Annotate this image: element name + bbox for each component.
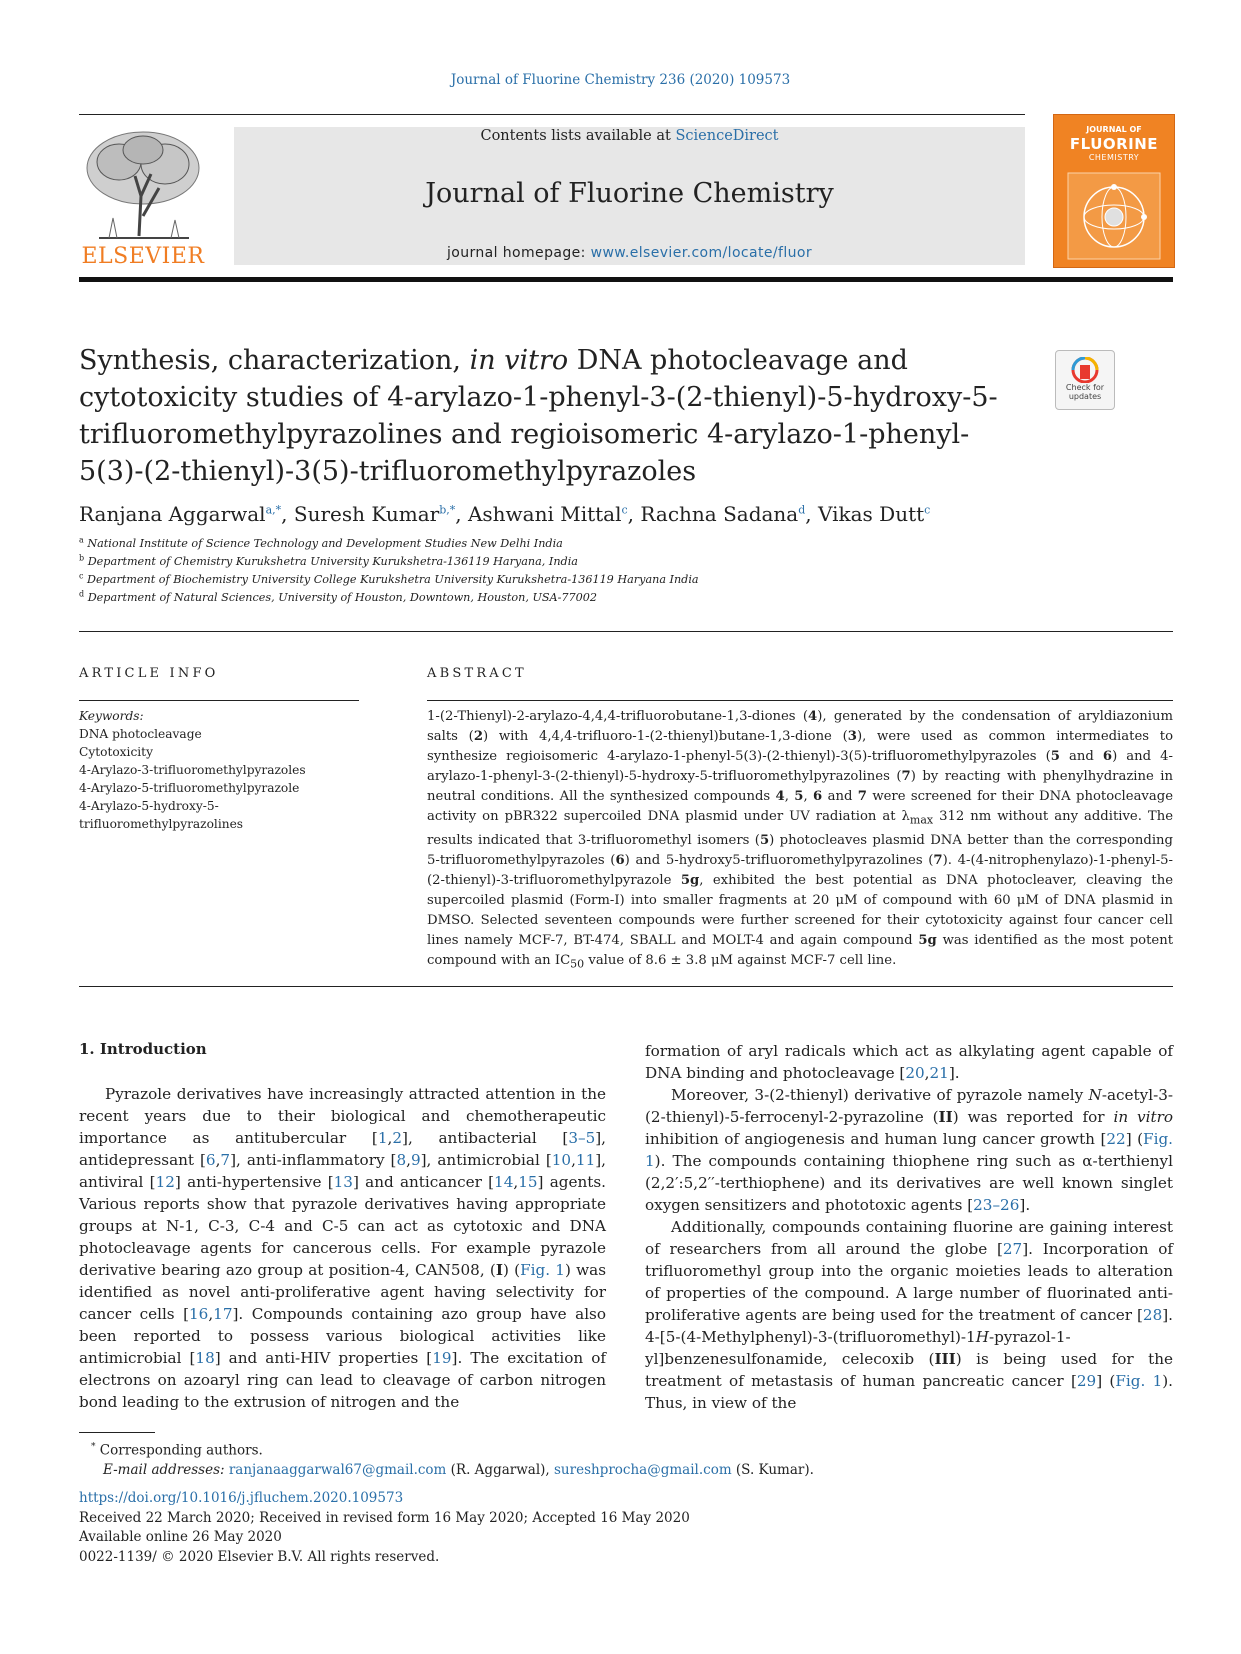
text: formation of aryl radicals which act as alkylating agent capable of DNA binding and photocleavage [	[645, 1042, 1173, 1082]
ref-link[interactable]: 1	[377, 1129, 388, 1147]
affiliation-mark: b	[79, 553, 85, 563]
journal-cover-thumbnail[interactable]	[1053, 114, 1175, 268]
abstract-segment: 312 nm without any additive. The results indicated that 3-trifluoromethyl isomers (	[427, 809, 1173, 848]
compound-label: I	[495, 1261, 503, 1279]
email-owner: (R. Aggarwal),	[446, 1462, 554, 1478]
keyword-item: DNA photocleavage	[79, 727, 202, 741]
section-heading-introduction: 1. Introduction	[79, 1040, 207, 1058]
subscript: max	[909, 813, 934, 827]
author-name[interactable]: Vikas Dutt	[818, 502, 925, 526]
check-updates-line2: updates	[1068, 392, 1102, 401]
compound-number: 6	[1102, 749, 1113, 764]
text: ) is being used for the treatment of metastasis of human pancreatic cancer [	[645, 1350, 1173, 1390]
author-separator: ,	[281, 502, 294, 526]
abstract-segment: value of 8.6 ± 3.8 μM against MCF-7 cell line.	[584, 952, 897, 968]
affiliation-rule	[79, 631, 1173, 632]
ref-link[interactable]: 7	[220, 1151, 231, 1169]
affiliation-mark: c	[79, 571, 84, 581]
compound-number: 5g	[918, 932, 937, 948]
received-dates: Received 22 March 2020; Received in revised form 16 May 2020; Accepted 16 May 2020	[79, 1509, 690, 1526]
text: Moreover, 3-(2-thienyl) derivative of pyrazole namely	[671, 1086, 1089, 1104]
text: ,	[208, 1305, 214, 1323]
text: ] and anti-HIV properties [	[214, 1349, 433, 1367]
check-updates-line1: Check for	[1065, 383, 1105, 392]
affiliation-b	[79, 555, 1079, 568]
author-affiliation-mark[interactable]: c	[924, 503, 931, 517]
affiliation-a	[79, 537, 1079, 550]
text: ] (	[1096, 1372, 1116, 1390]
compound-number: 6	[615, 852, 625, 868]
text: ] (	[1125, 1130, 1144, 1148]
affiliation-c	[79, 573, 1079, 586]
compound-number: 2	[473, 729, 484, 744]
compound-number: 6	[813, 789, 823, 804]
ref-link[interactable]: 9	[410, 1151, 421, 1169]
text: ,	[513, 1173, 519, 1191]
compound-number: 7	[857, 789, 867, 804]
ref-link[interactable]: 8	[396, 1151, 407, 1169]
ref-link[interactable]: 17	[213, 1305, 233, 1323]
abstract-rule	[427, 700, 1173, 701]
author-name[interactable]: Suresh Kumar	[293, 502, 440, 526]
text: -pyrazol-1-yl]benzenesulfonamide, celecoxib (	[645, 1328, 1071, 1368]
homepage-prefix: journal homepage:	[446, 245, 591, 261]
abstract-segment: were screened for their DNA photocleavage activity on pBR322 supercoiled DNA plasmid under UV radiation at λ	[427, 789, 1173, 824]
text: ,	[215, 1151, 221, 1169]
abstract-segment: ) with 4,4,4-trifluoro-1-(2-thienyl)butane-1,3-dione (	[483, 729, 848, 744]
running-head[interactable]: Journal of Fluorine Chemistry 236 (2020) 109573	[450, 72, 791, 88]
text: ,	[406, 1151, 411, 1169]
abstract-segment: ) and 5-hydroxy5-trifluoromethylpyrazolines (	[624, 852, 934, 868]
doi-link[interactable]: https://doi.org/10.1016/j.jfluchem.2020.109573	[79, 1490, 404, 1506]
text: Additionally, compounds containing fluorine are gaining interest of researchers from all around the globe [	[645, 1218, 1173, 1258]
ref-link[interactable]: 22	[1106, 1130, 1126, 1148]
author-affiliation-mark[interactable]: b,	[439, 503, 450, 517]
corresponding-star-icon[interactable]: *	[449, 503, 456, 517]
paragraph	[79, 1083, 606, 1413]
ref-link[interactable]: 21	[929, 1064, 949, 1082]
abstract-segment: ), generated by the condensation of aryldiazonium salts (	[427, 709, 1173, 744]
ref-link[interactable]: 2	[392, 1129, 403, 1147]
ref-link[interactable]: 28	[1142, 1306, 1163, 1324]
text: ] anti-hypertensive [	[174, 1173, 334, 1191]
text: inhibition of angiogenesis and human lung cancer growth [	[645, 1130, 1107, 1148]
ref-link[interactable]: 6	[205, 1151, 216, 1169]
keyword-item: 4-Arylazo-5-hydroxy-5-	[79, 799, 219, 813]
email-note	[79, 1461, 1173, 1481]
ref-link[interactable]: 19	[432, 1349, 452, 1367]
email-label: E-mail addresses:	[103, 1462, 225, 1478]
text: ,	[571, 1151, 576, 1169]
email-link-aggarwal[interactable]: ranjanaaggarwal67@gmail.com	[228, 1462, 447, 1478]
affiliation-mark: a	[79, 535, 84, 545]
top-rule	[79, 114, 1025, 115]
paragraph	[645, 1216, 1173, 1414]
affiliation-text: Department of Biochemistry University College Kurukshetra University Kurukshetra-136119 Haryana India	[87, 573, 699, 586]
compound-number: 3	[847, 729, 857, 744]
sciencedirect-link[interactable]: ScienceDirect	[675, 128, 779, 144]
publisher-name: ELSEVIER	[81, 244, 205, 269]
text: ].	[1019, 1196, 1031, 1214]
author-name[interactable]: Ranjana Aggarwal	[79, 502, 266, 526]
abstract-segment: ), were used as common intermediates to synthesize regioisomeric 4-arylazo-1-phenyl-5(3)-(2-thienyl)-3(5)-trifluoromethylpyrazoles (	[427, 729, 1174, 764]
footnotes	[79, 1438, 1173, 1481]
affiliation-text: National Institute of Science Technology and Development Studies New Delhi India	[87, 537, 563, 550]
email-owner: (S. Kumar).	[731, 1462, 814, 1478]
italic-text: in vitro	[1113, 1108, 1173, 1126]
article-info-heading: ARTICLE INFO	[79, 666, 219, 681]
star-mark: *	[91, 1442, 96, 1452]
abstract-text	[427, 707, 1173, 974]
contents-line	[234, 128, 1025, 144]
keywords-label: Keywords:	[79, 709, 144, 723]
author-name[interactable]: Ashwani Mittal	[467, 502, 622, 526]
journal-name: Journal of Fluorine Chemistry	[425, 178, 834, 209]
paragraph	[645, 1084, 1173, 1216]
intro-right-column	[645, 1040, 1173, 1414]
footnote-rule	[79, 1432, 155, 1433]
author-affiliation-mark[interactable]: c	[621, 503, 628, 517]
text: ,	[924, 1064, 930, 1082]
ref-link[interactable]: 13	[333, 1173, 353, 1191]
text: ] agents. Various reports show that pyrazole derivatives having appropriate groups at N-1, C-3, C-4 and C-5 can act as cytotoxic and DNA photocleavage agents for cancerous cells. For example pyrazole derivative bearing azo group at position-4, CAN508, (	[79, 1173, 606, 1279]
figure-link[interactable]: Fig. 1	[645, 1130, 1173, 1170]
text: ]. 4-[5-(4-Methylphenyl)-3-(trifluoromethyl)-1	[645, 1306, 1173, 1346]
compound-label: II	[938, 1108, 953, 1126]
abstract-segment: ) by reacting with phenylhydrazine in neutral conditions. All the synthesized compounds	[427, 769, 1174, 804]
author-affiliation-mark[interactable]: a,	[265, 503, 276, 517]
abstract-segment: ) photocleaves plasmid DNA better than the corresponding 5-trifluoromethylpyrazoles (	[427, 832, 1173, 868]
text: ]. Incorporation of trifluoromethyl group into the organic moieties leads to alteration of properties of the compound. A large number of fluorinated anti-proliferative agents are being used for the treatment of cancer [	[645, 1240, 1173, 1324]
cover-line2: FLUORINE	[1069, 135, 1159, 153]
text: ], anti-inflammatory [	[230, 1151, 397, 1169]
text: ) was reported for	[952, 1108, 1114, 1126]
ref-link[interactable]: 10	[551, 1151, 572, 1169]
figure-link[interactable]: Fig. 1	[520, 1261, 565, 1279]
affiliation-text: Department of Chemistry Kurukshetra University Kurukshetra-136119 Haryana, India	[87, 555, 578, 568]
article-title	[79, 342, 1019, 490]
ref-link[interactable]: 29	[1076, 1372, 1097, 1390]
compound-number: 7	[901, 769, 911, 784]
figure-link[interactable]: Fig. 1	[1115, 1372, 1163, 1390]
text: ]. Compounds containing azo group have also been reported to possess various biological activities like antimicrobial [	[79, 1305, 606, 1367]
abstract-segment: , exhibited the best potential as DNA photocleaver, cleaving the supercoiled plasmid (Form-I) into smaller fragments at 20 μM of compound with 60 μM of DNA plasmid in DMSO. Selected seventeen compounds were further screened for their cytotoxicity against four cancer cell lines namely MCF-7, BT-474, SBALL and MOLT-4 and again compound	[427, 872, 1174, 948]
text: ) (	[502, 1261, 521, 1279]
abstract-segment: and	[822, 789, 858, 804]
abstract-segment: 1-(2-Thienyl)-2-arylazo-4,4,4-trifluorobutane-1,3-diones (	[427, 709, 809, 724]
abstract-segment: ). 4-(4-nitrophenylazo)-1-phenyl-5-(2-thienyl)-3-trifluoromethylpyrazole	[427, 852, 1173, 888]
intro-left-column	[79, 1083, 606, 1413]
abstract-end-rule	[79, 986, 1173, 987]
author-name[interactable]: Rachna Sadana	[640, 502, 799, 526]
email-link-kumar[interactable]: sureshprocha@gmail.com	[554, 1462, 732, 1478]
keyword-item: trifluoromethylpyrazolines	[79, 817, 244, 831]
compound-number: 5g	[680, 872, 700, 888]
text: ], antibacterial [	[402, 1129, 569, 1147]
ref-link[interactable]: 18	[195, 1349, 215, 1367]
affiliation-mark: d	[79, 589, 85, 599]
check-updates-icon	[1070, 357, 1100, 383]
compound-number: 5	[1050, 749, 1060, 764]
homepage-link[interactable]: www.elsevier.com/locate/fluor	[590, 245, 813, 261]
ref-link[interactable]: 3–5	[568, 1129, 596, 1147]
abstract-segment: was identified as the most potent compound with an IC	[427, 932, 1173, 968]
abstract-segment: ,	[803, 789, 814, 804]
contents-prefix: Contents lists available at	[480, 128, 676, 144]
title-italic: in vitro	[469, 345, 569, 376]
corresponding-note	[79, 1438, 1173, 1461]
homepage-line	[234, 245, 1025, 261]
ref-link[interactable]: 12	[155, 1173, 175, 1191]
check-updates-label	[1056, 383, 1114, 401]
article-info-rule	[79, 700, 359, 701]
compound-number: 4	[808, 709, 818, 724]
text: ].	[948, 1064, 960, 1082]
keyword-item: 4-Arylazo-3-trifluoromethylpyrazoles	[79, 763, 306, 777]
ref-link[interactable]: 15	[518, 1173, 538, 1191]
author-separator: ,	[805, 502, 818, 526]
text: ] and anticancer [	[352, 1173, 495, 1191]
affiliation-text: Department of Natural Sciences, University of Houston, Downtown, Houston, USA-77002	[87, 591, 598, 604]
paragraph	[645, 1040, 1173, 1084]
keyword-item: 4-Arylazo-5-trifluoromethylpyrazole	[79, 781, 300, 795]
header-thick-rule	[79, 277, 1173, 282]
abstract-heading: ABSTRACT	[427, 666, 527, 681]
ref-link[interactable]: 11	[575, 1151, 596, 1169]
text: ], antiviral [	[79, 1151, 606, 1191]
subscript: 50	[570, 957, 585, 971]
keyword-item: Cytotoxicity	[79, 745, 153, 759]
abstract-segment: ) and 4-arylazo-1-phenyl-3-(2-thienyl)-5-hydroxy-5-trifluoromethylpyrazolines (	[427, 749, 1173, 784]
corresponding-text: Corresponding authors.	[95, 1442, 263, 1459]
ref-link[interactable]: 14	[494, 1173, 514, 1191]
author-list	[79, 502, 1173, 526]
abstract-segment: ,	[784, 789, 795, 804]
title-part1: Synthesis, characterization,	[79, 345, 470, 376]
text: ) was identified as novel anti-proliferative agent having selectivity for cancer cells [	[79, 1261, 606, 1323]
compound-number: 5	[759, 832, 770, 848]
text: ]. The excitation of electrons on azoaryl ring can lead to cleavage of carbon nitrogen bond leading to the extrusion of nitrogen and the	[79, 1349, 606, 1411]
keywords-block	[79, 707, 369, 833]
compound-label: III	[934, 1350, 956, 1368]
cover-line1: JOURNAL OF	[1086, 125, 1142, 134]
check-for-updates-button[interactable]	[1055, 350, 1115, 410]
title-part2: DNA photocleavage and cytotoxicity studies of 4-arylazo-1-phenyl-3-(2-thienyl)-5-hydroxy-5-trifluoromethylpyrazolines and regioisomeric 4-arylazo-1-phenyl-5(3)-(2-thienyl)-3(5)-trifluoromethylpyrazoles	[79, 345, 998, 487]
text: ], antimicrobial [	[420, 1151, 552, 1169]
text: -acetyl-3-(2-thienyl)-5-ferrocenyl-2-pyrazoline (	[645, 1086, 1173, 1126]
author-separator: ,	[455, 502, 468, 526]
ref-link[interactable]: 23–26	[973, 1196, 1020, 1214]
compound-number: 7	[933, 852, 943, 868]
available-online: Available online 26 May 2020	[79, 1529, 282, 1545]
text: ). Thus, in view of the	[645, 1372, 1173, 1412]
text: ). The compounds containing thiophene ring such as α-terthienyl (2,2′:5,2′′-terthiophene) and its derivatives are well known singlet oxygen sensitizers and phototoxic agents [	[645, 1152, 1173, 1214]
author-affiliation-mark[interactable]: d	[798, 503, 806, 517]
cover-line3: CHEMISTRY	[1088, 153, 1140, 162]
text: ,	[387, 1129, 393, 1147]
ref-link[interactable]: 20	[905, 1064, 925, 1082]
atom-cover-art-icon	[1066, 171, 1162, 261]
author-separator: ,	[627, 502, 641, 526]
copyright: 0022-1139/ © 2020 Elsevier B.V. All rights reserved.	[79, 1548, 440, 1565]
compound-number: 4	[775, 789, 785, 804]
compound-number: 5	[794, 789, 804, 804]
italic-text: N	[1088, 1086, 1102, 1104]
text: Pyrazole derivatives have increasingly attracted attention in the recent years due to their biological and chemotherapeutic importance as antitubercular [	[79, 1085, 606, 1147]
italic-text: H	[975, 1328, 989, 1346]
ref-link[interactable]: 27	[1002, 1240, 1023, 1258]
article-meta	[79, 1489, 1173, 1567]
text: ], antidepressant [	[79, 1129, 606, 1169]
affiliation-d	[79, 591, 1079, 604]
ref-link[interactable]: 16	[189, 1305, 209, 1323]
corresponding-star-icon[interactable]: *	[275, 503, 282, 517]
abstract-segment: and	[1059, 749, 1103, 764]
